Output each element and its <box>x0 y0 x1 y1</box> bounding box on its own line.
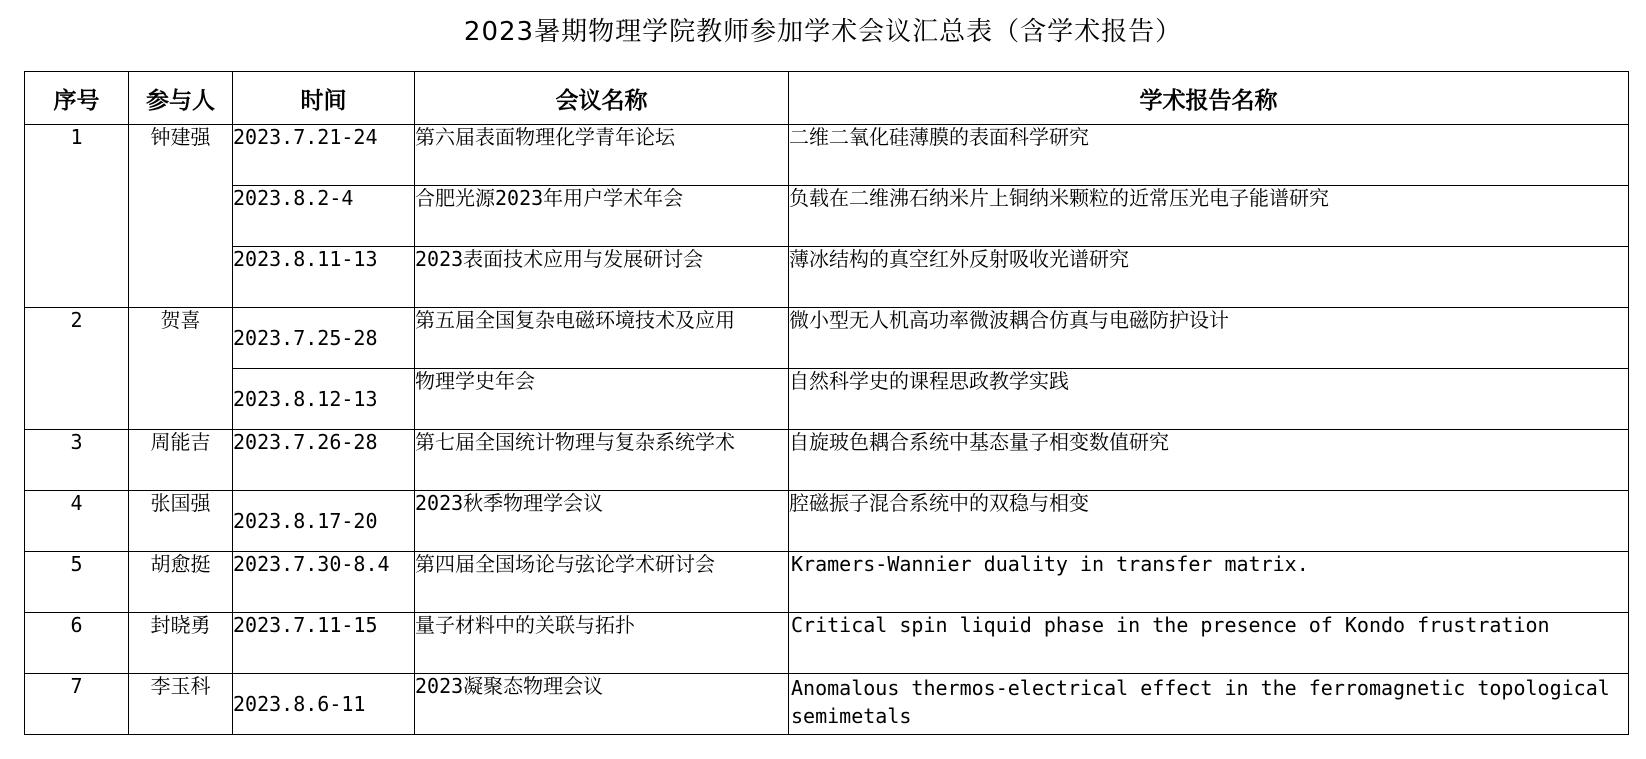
table-row <box>25 125 1629 186</box>
conference-name: 第六届表面物理化学青年论坛 <box>415 125 789 186</box>
report-title: 自然科学史的课程思政教学实践 <box>789 369 1629 430</box>
meeting-time: 2023.7.21-24 <box>233 125 415 186</box>
conference-name: 2023凝聚态物理会议 <box>415 674 789 735</box>
row-number: 5 <box>25 552 129 613</box>
participant-name: 周能吉 <box>129 430 233 491</box>
table-row <box>25 674 1629 735</box>
meeting-time: 2023.8.12-13 <box>233 369 415 430</box>
report-title: 自旋玻色耦合系统中基态量子相变数值研究 <box>789 430 1629 491</box>
conference-summary-table <box>24 71 1629 735</box>
table-row <box>25 491 1629 552</box>
conference-name: 第四届全国场论与弦论学术研讨会 <box>415 552 789 613</box>
participant-name: 李玉科 <box>129 674 233 735</box>
report-title: Anomalous thermos-electrical effect in the ferromagnetic topological semimetals <box>789 674 1629 735</box>
conference-name: 量子材料中的关联与拓扑 <box>415 613 789 674</box>
meeting-time: 2023.7.11-15 <box>233 613 415 674</box>
table-row <box>25 369 1629 430</box>
report-title: 负载在二维沸石纳米片上铜纳米颗粒的近常压光电子能谱研究 <box>789 186 1629 247</box>
meeting-time: 2023.7.30-8.4 <box>233 552 415 613</box>
meeting-time: 2023.8.11-13 <box>233 247 415 308</box>
header-report: 学术报告名称 <box>789 72 1629 125</box>
table-row <box>25 552 1629 613</box>
conference-name: 2023表面技术应用与发展研讨会 <box>415 247 789 308</box>
participant-name: 封晓勇 <box>129 613 233 674</box>
header-no: 序号 <box>25 72 129 125</box>
table-row <box>25 186 1629 247</box>
participant-name: 钟建强 <box>129 125 233 308</box>
header-row <box>25 72 1629 125</box>
conference-name: 2023秋季物理学会议 <box>415 491 789 552</box>
report-title: 薄冰结构的真空红外反射吸收光谱研究 <box>789 247 1629 308</box>
row-number: 7 <box>25 674 129 735</box>
participant-name: 胡愈挺 <box>129 552 233 613</box>
meeting-time: 2023.8.2-4 <box>233 186 415 247</box>
report-title: Critical spin liquid phase in the presence of Kondo frustration <box>789 613 1629 674</box>
meeting-time: 2023.8.6-11 <box>233 674 415 735</box>
row-number: 3 <box>25 430 129 491</box>
table-body <box>25 125 1629 735</box>
meeting-time: 2023.8.17-20 <box>233 491 415 552</box>
row-number: 4 <box>25 491 129 552</box>
conference-name: 第七届全国统计物理与复杂系统学术 <box>415 430 789 491</box>
report-title: 二维二氧化硅薄膜的表面科学研究 <box>789 125 1629 186</box>
conference-name: 第五届全国复杂电磁环境技术及应用 <box>415 308 789 369</box>
report-title: 微小型无人机高功率微波耦合仿真与电磁防护设计 <box>789 308 1629 369</box>
report-title: 腔磁振子混合系统中的双稳与相变 <box>789 491 1629 552</box>
row-number: 1 <box>25 125 129 308</box>
header-person: 参与人 <box>129 72 233 125</box>
meeting-time: 2023.7.26-28 <box>233 430 415 491</box>
report-title: Kramers-Wannier duality in transfer matrix. <box>789 552 1629 613</box>
table-row <box>25 308 1629 369</box>
table-row <box>25 430 1629 491</box>
table-row <box>25 613 1629 674</box>
table-row <box>25 247 1629 308</box>
meeting-time: 2023.7.25-28 <box>233 308 415 369</box>
header-time: 时间 <box>233 72 415 125</box>
row-number: 2 <box>25 308 129 430</box>
header-conference: 会议名称 <box>415 72 789 125</box>
participant-name: 贺喜 <box>129 308 233 430</box>
page-title: 2023暑期物理学院教师参加学术会议汇总表（含学术报告） <box>463 17 1183 47</box>
conference-name: 合肥光源2023年用户学术年会 <box>415 186 789 247</box>
participant-name: 张国强 <box>129 491 233 552</box>
row-number: 6 <box>25 613 129 674</box>
conference-name: 物理学史年会 <box>415 369 789 430</box>
